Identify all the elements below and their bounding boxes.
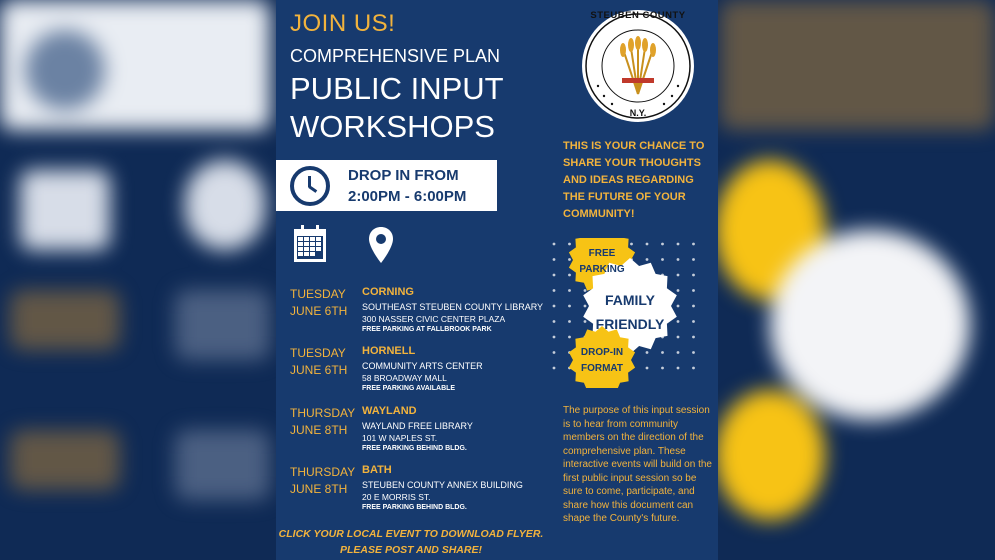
- decor-dot: [568, 305, 571, 308]
- event-address: 101 W NAPLES ST.: [362, 433, 438, 443]
- flyer-title: [290, 70, 504, 146]
- clock-icon: [290, 166, 330, 206]
- event-venue: STEUBEN COUNTY ANNEX BUILDING: [362, 480, 523, 490]
- purpose-paragraph: The purpose of this input session is to hear from community members on the direction of the comprehensive plan. These interactive events will build on the first public input session so be sure to come, participate, and share how this document can shape the County's future.: [563, 405, 712, 524]
- decor-dot: [692, 243, 695, 246]
- event-address: 300 NASSER CIVIC CENTER PLAZA: [362, 314, 506, 324]
- event-venue: SOUTHEAST STEUBEN COUNTY LIBRARY: [362, 302, 544, 312]
- drop-in-format-badge: DROP-IN FORMAT: [580, 347, 624, 374]
- drop-in-label: DROP IN FROM: [348, 167, 459, 184]
- decor-dot: [692, 258, 695, 261]
- decor-dot: [553, 351, 556, 354]
- decor-dot: [661, 258, 664, 261]
- title-line-1: PUBLIC INPUT: [290, 71, 504, 106]
- decor-dot: [568, 243, 571, 246]
- seal-top-text: STEUBEN COUNTY: [590, 10, 686, 21]
- workshop-flyer[interactable]: [276, 0, 718, 560]
- event-date: TUESDAY JUNE 6TH: [290, 287, 348, 318]
- event-venue: WAYLAND FREE LIBRARY: [362, 421, 473, 431]
- decor-dot: [630, 243, 633, 246]
- decor-dot: [692, 274, 695, 277]
- decor-dot: [692, 320, 695, 323]
- chance-statement: THIS IS YOUR CHANCE TO SHARE YOUR THOUGHTS AND IDEAS REGARDING THE FUTURE OF YOUR COMMUNITY!: [563, 140, 705, 220]
- decor-dot: [553, 367, 556, 370]
- family-friendly-badge: FAMILY FRIENDLY: [595, 292, 665, 332]
- event-date: TUESDAY JUNE 6TH: [290, 346, 348, 377]
- decor-dot: [692, 289, 695, 292]
- decor-dot: [553, 305, 556, 308]
- event-address: 58 BROADWAY MALL: [362, 373, 447, 383]
- decor-dot: [553, 289, 556, 292]
- free-parking-badge: FREE PARKING: [579, 248, 625, 275]
- time-box: [276, 160, 497, 211]
- decor-dot: [692, 305, 695, 308]
- decor-dot: [692, 351, 695, 354]
- decor-dot: [646, 258, 649, 261]
- decor-dot: [692, 336, 695, 339]
- decor-dot: [568, 289, 571, 292]
- wheat-seal-icon: [580, 8, 696, 124]
- decor-dot: [646, 243, 649, 246]
- comprehensive-plan-subtitle: COMPREHENSIVE PLAN: [290, 46, 501, 66]
- decor-dot: [677, 367, 680, 370]
- seal-bottom-text: N.Y.: [629, 108, 647, 118]
- event-parking: FREE PARKING BEHIND BLDG.: [362, 445, 467, 452]
- flyer-right-column: [546, 0, 718, 560]
- decor-dot: [553, 274, 556, 277]
- decor-dot: [692, 367, 695, 370]
- event-date: THURSDAY JUNE 8TH: [290, 465, 356, 496]
- decor-dot: [677, 258, 680, 261]
- title-line-2: WORKSHOPS: [290, 109, 495, 144]
- decor-dot: [553, 320, 556, 323]
- event-parking: FREE PARKING AT FALLBROOK PARK: [362, 326, 492, 333]
- decor-dot: [677, 243, 680, 246]
- decor-dot: [661, 351, 664, 354]
- join-us-heading: JOIN US!: [290, 10, 396, 37]
- time-range: 2:00PM - 6:00PM: [348, 188, 467, 205]
- decor-dot: [553, 243, 556, 246]
- event-city: BATH: [362, 464, 392, 476]
- decor-dot: [568, 336, 571, 339]
- decor-dot: [661, 367, 664, 370]
- event-city: HORNELL: [362, 345, 416, 357]
- event-city: CORNING: [362, 286, 414, 298]
- decor-dot: [553, 336, 556, 339]
- event-date: THURSDAY JUNE 8TH: [290, 406, 356, 437]
- decor-dot: [553, 258, 556, 261]
- event-venue: COMMUNITY ARTS CENTER: [362, 361, 483, 371]
- decor-dot: [646, 351, 649, 354]
- calendar-icon: [293, 225, 327, 263]
- decor-dot: [677, 351, 680, 354]
- event-city: WAYLAND: [362, 405, 417, 417]
- event-parking: FREE PARKING BEHIND BLDG.: [362, 504, 467, 511]
- decor-dot: [646, 367, 649, 370]
- event-address: 20 E MORRIS ST.: [362, 492, 431, 502]
- decor-dot: [661, 243, 664, 246]
- event-parking: FREE PARKING AVAILABLE: [362, 385, 456, 392]
- decor-dot: [568, 320, 571, 323]
- decor-dot: [677, 274, 680, 277]
- download-flyer-cta[interactable]: CLICK YOUR LOCAL EVENT TO DOWNLOAD FLYER. PLEASE POST AND SHARE!: [278, 528, 544, 556]
- flyer-left-column: [276, 0, 542, 560]
- location-pin-icon: [368, 226, 394, 264]
- decor-dot: [677, 336, 680, 339]
